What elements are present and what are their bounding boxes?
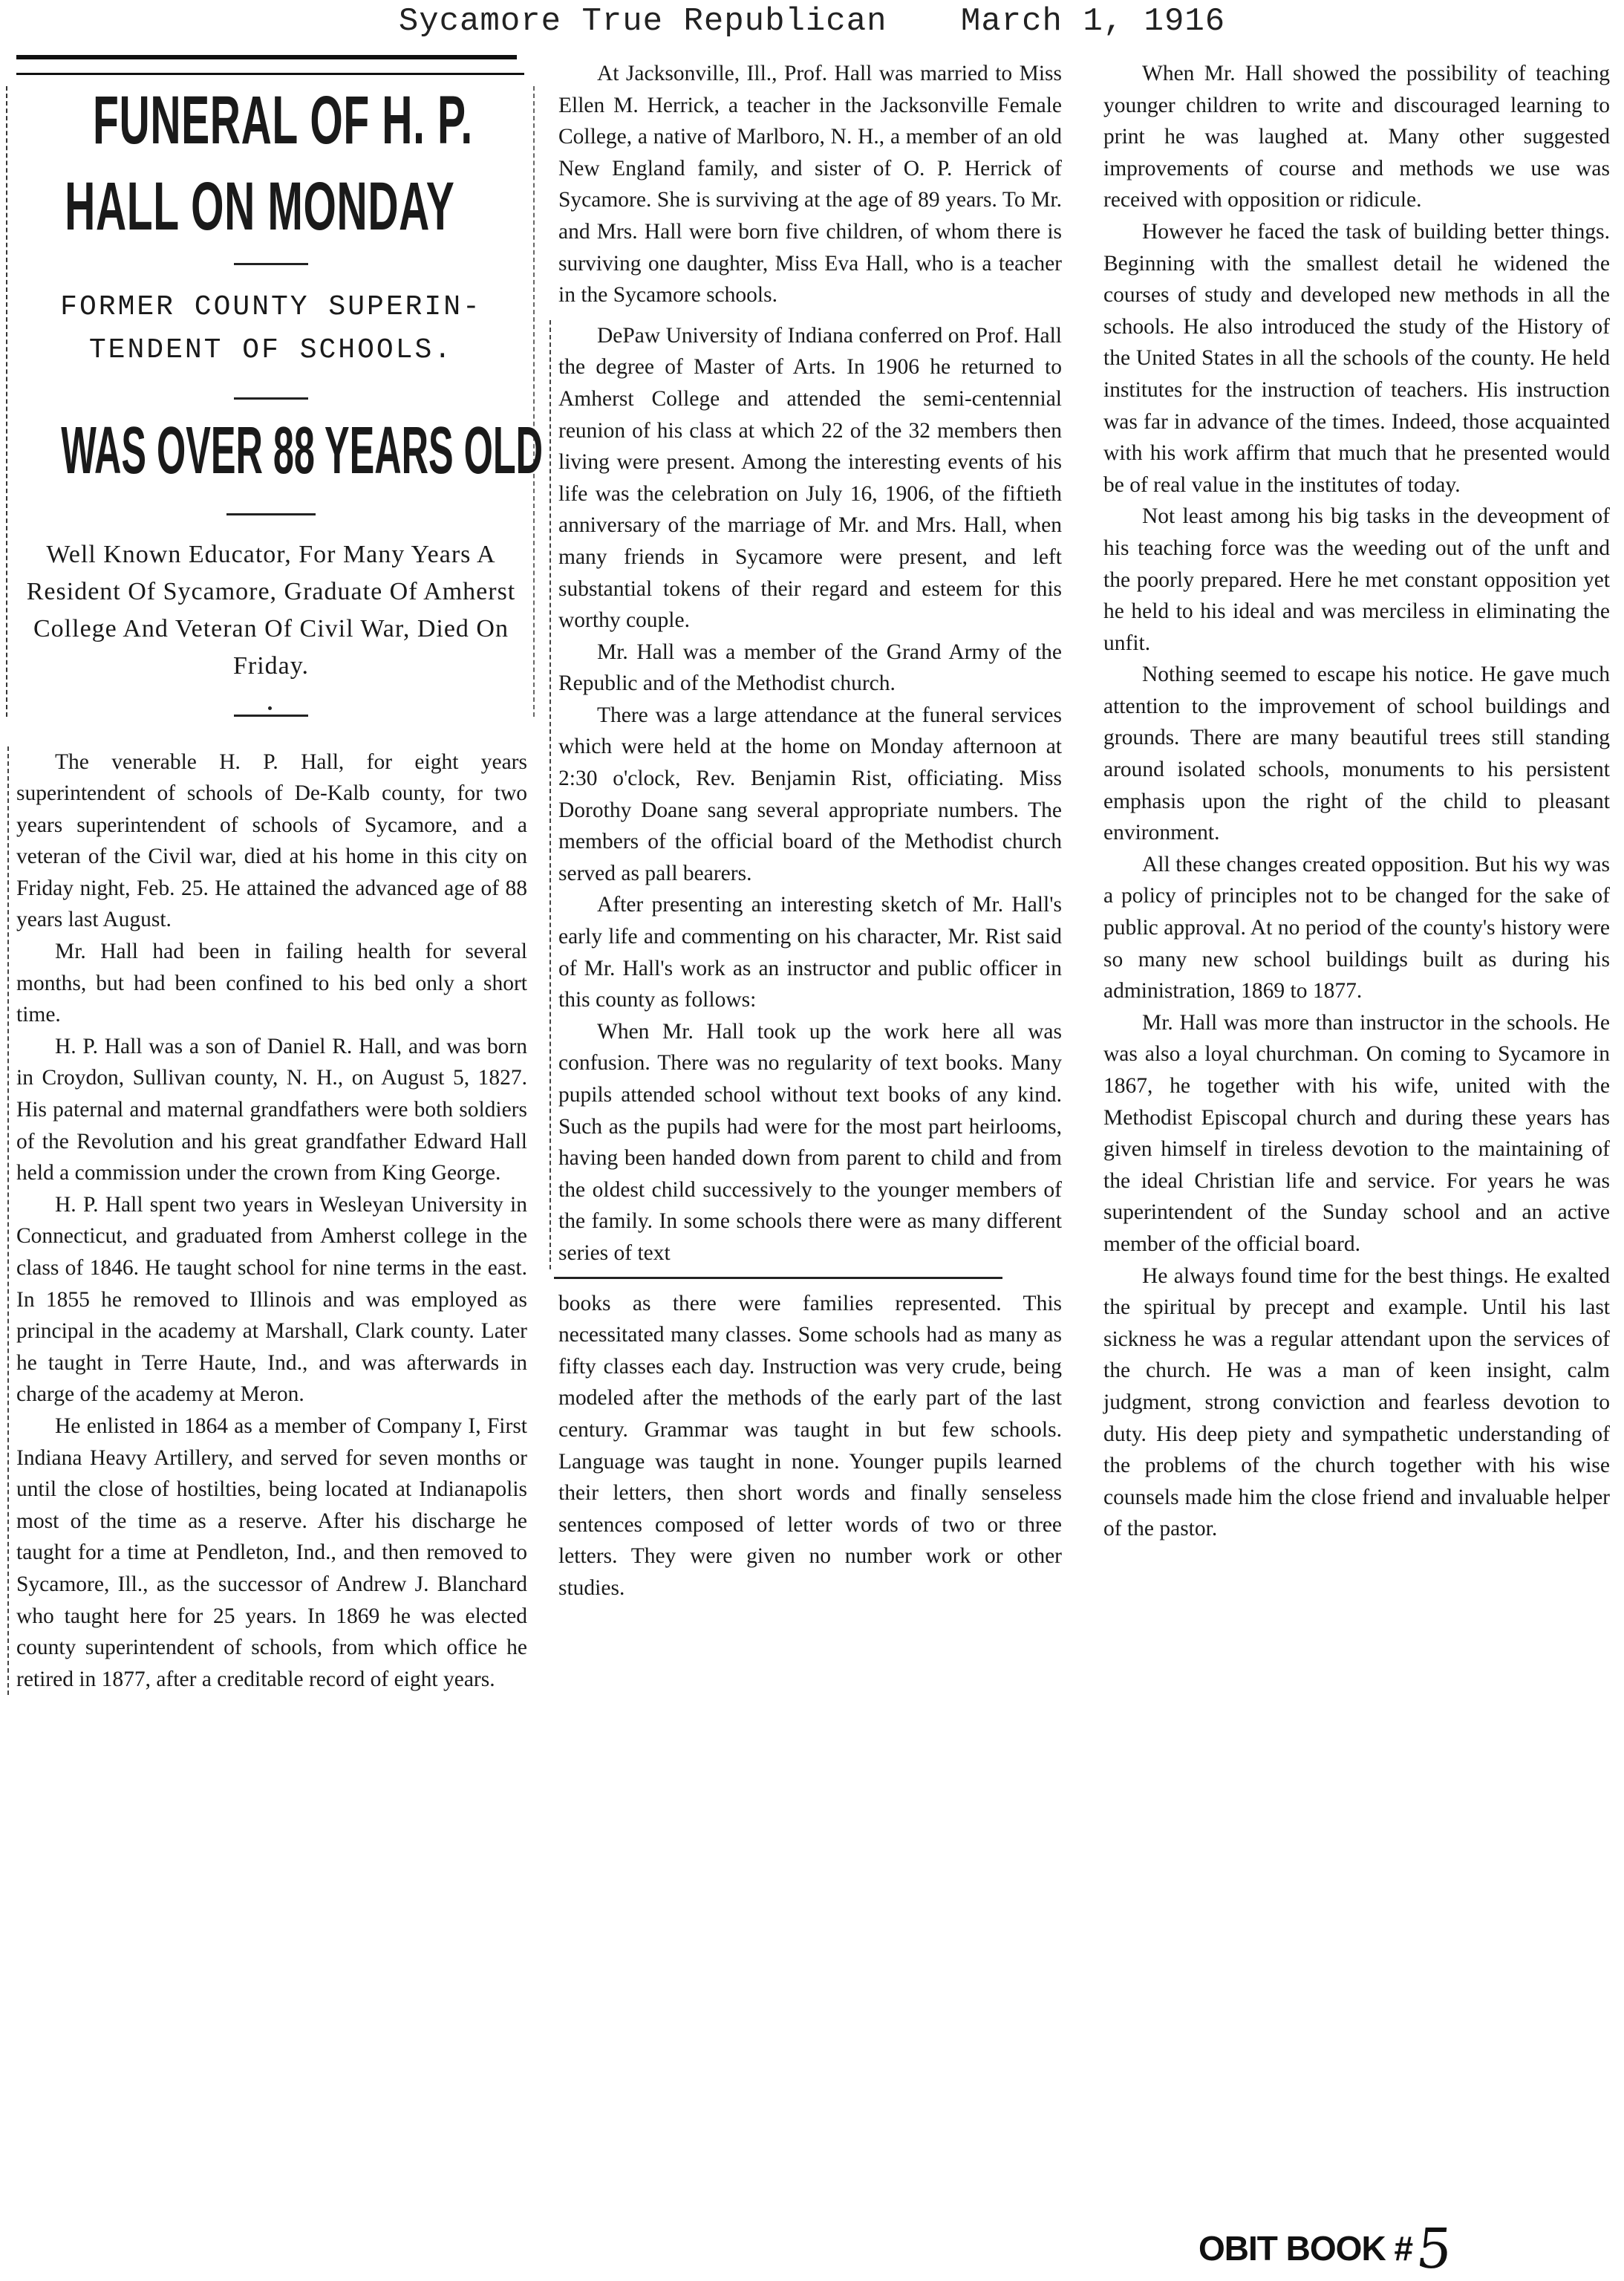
paragraph: However he faced the task of building better things. Beginning with the smallest detail he widened the courses of study and developed new methods in all the schools. He also introduced the study of the History of the United States in all the schools of the county. He held institutes for the instruction of teachers. His instruction was far in advance of the times. Indeed, those acquainted with his work affirm that much that he presented would be of real value in the institutes of today. (1103, 219, 1610, 497)
paragraph: Nothing seemed to escape his notice. He gave much attention to the improvement of school buildings and grounds. There are many beautiful trees still standing around isolated schools, monuments to his persistent emphasis upon the right of the child to pleasant environment. (1103, 663, 1610, 845)
main-headline (43, 82, 499, 244)
masthead (0, 3, 1624, 40)
clipping-break-rule (554, 1277, 1002, 1279)
archive-stamp-label: OBIT BOOK # (1199, 2229, 1413, 2268)
divider-rule (234, 397, 308, 400)
paragraph: Not least among his big tasks in the deveopment of his teaching force was the weeding out of the unft and the poorly prepared. Here he met constant opposition yet he held to his ideal and was merciless in eliminating the unfit. (1103, 504, 1610, 655)
paragraph: When Mr. Hall took up the work here all was confusion. There was no regularity of text books. Many pupils attended school without text books of any kind. Such as the pupils had were for the most part heirlooms, having been handed down from parent to child and from the oldest child successively to the younger members of the family. In some schools there were as many different series of text (558, 1019, 1062, 1265)
paragraph: Mr. Hall had been in failing health for several months, but had been confined to his bed only a short time. (16, 940, 527, 1027)
paragraph-continued: books as there were families represented. This necessitated many classes. Some schools had as many as fifty classes each day. Instruction was very crude, being modeled after the methods of the early part of the last century. Grammar was taught in but few schools. Language was taught in none. Younger pupils learned their letters, then short words and finally senseless sentences composed of letter words of two or three letters. They were given no number work or other studies. (558, 1291, 1062, 1600)
paragraph: The venerable H. P. Hall, for eight years superintendent of schools of De-Kalb county, for two years superintendent of schools of Sycamore, and a veteran of the Civil war, died at his home in this city on Friday night, Feb. 25. He attained the advanced age of 88 years last August. (16, 749, 527, 932)
top-rule-thick (16, 55, 517, 59)
divider-rule-dotted (234, 715, 308, 717)
paragraph: He always found time for the best things. He exalted the spiritual by precept and example. Until his last sickness he was a regular attendant upon the services of the church. He was a man of keen insight, calm judgment, strong conviction and fearless devotion to duty. His deep piety and sympathetic understanding of the problems of the church together with his wise counsels made him the close friend and invaluable helper of the pastor. (1103, 1263, 1610, 1541)
body-text-middle (550, 320, 1062, 1269)
paragraph: DePaw University of Indiana conferred on Prof. Hall the degree of Master of Arts. In 1906 he returned to Amherst College and attended the semi-centennial reunion of his class at which 22 of the 32 members then living were present. Among the interesting events of his life was the celebration on July 16, 1906, of the fiftieth anniversary of the marriage of Mr. and Mrs. Hall, when many friends in Sycamore were present, and left substantial tokens of their regard and esteem for this worthy couple. (558, 323, 1062, 633)
secondary-headline: WAS OVER 88 YEARS OLD (61, 414, 544, 488)
paragraph: All these changes created opposition. But his wy was a policy of principles not to be changed for the sake of public approval. At no period of the county's history were so many new school buildings built as during his administration, 1869 to 1877. (1103, 852, 1610, 1003)
summary-deck: Well Known Educator, For Many Years A Resident Of Sycamore, Graduate Of Amherst College And Veteran Of Civil War, Died On Friday. (26, 540, 516, 680)
paragraph: He enlisted in 1864 as a member of Company I, First Indiana Heavy Artillery, and served for seven months or until the close of hostilties, being located at Indianapolis most of the time as a reserve. After his discharge he taught for a time at Pendleton, Ind., and then removed to Sycamore, Ill., as the successor of Andrew J. Blanchard who taught here for 25 years. In 1869 he was elected county superintendent of schools, from which office he retired in 1877, after a creditable record of eight years. (16, 1413, 527, 1691)
body-text-left (7, 746, 527, 1696)
paragraph: H. P. Hall spent two years in Wesleyan University in Connecticut, and graduated from Amherst college in the class of 1846. He taught school for nine terms in the east. In 1855 he removed to Illinois and was employed as principal in the academy at Marshall, Clark county. Later he taught in Terre Haute, Ind., and was afterwards in charge of the academy at Meron. (16, 1192, 527, 1407)
article-column-middle (547, 45, 1071, 1604)
paragraph: Mr. Hall was a member of the Grand Army of the Republic and of the Methodist church. (558, 640, 1062, 696)
divider-rule (234, 263, 308, 265)
headline-line-1: FUNERAL OF H. P. (93, 82, 473, 158)
paragraph: H. P. Hall was a son of Daniel R. Hall, and was born in Croydon, Sullivan county, N. H., on August 5, 1827. His paternal and maternal grandfathers were both soldiers of the Revolution and his great grandfather Edward Hall held a commission under the crown from King George. (16, 1034, 527, 1185)
archive-stamp (1199, 2210, 1455, 2281)
paragraph: After presenting an interesting sketch of Mr. Hall's early life and commenting on his character, Mr. Rist said of Mr. Hall's work as an instructor and public officer in this county as follows: (558, 893, 1062, 1012)
archive-stamp-number: 5 (1413, 2217, 1455, 2281)
top-rule-thin (16, 73, 524, 75)
publication-date: March 1, 1916 (960, 3, 1226, 40)
header-rules (16, 45, 527, 83)
paragraph: Mr. Hall was more than instructor in the schools. He was also a loyal churchman. On coming to Sycamore in 1867, he together with his wife, united with the Methodist Episcopal church and during these years has given himself in tireless devotion to the maintaining of the ideal Christian life and service. For years he was superintendent of the Sunday school and an active member of the official board. (1103, 1010, 1610, 1256)
paragraph: At Jacksonville, Ill., Prof. Hall was married to Miss Ellen M. Herrick, a teacher in the Jacksonville Female College, a native of Marlboro, N. H., a member of an old New England family, and sister of O. P. Herrick of Sycamore. She is surviving at the age of 89 years. To Mr. and Mrs. Hall were born five children, of whom there is surviving one daughter, Miss Eva Hall, who is a teacher in the Sycamore schools. (558, 62, 1062, 308)
subheadline-deck: FORMER COUNTY SUPERIN- TENDENT OF SCHOOLS. (60, 291, 482, 366)
paragraph: When Mr. Hall showed the possibility of teaching younger children to write and discouraged learning to print he was laughed at. Many other suggested improvements of course and methods we use was received with opposition or ridicule. (1103, 62, 1610, 212)
article-column-left (6, 45, 544, 1695)
publication-name: Sycamore True Republican (398, 3, 887, 40)
headline-line-2: HALL ON MONDAY (65, 169, 455, 244)
headline-box (6, 82, 544, 717)
paragraph: There was a large attendance at the funeral services which were held at the home on Monday afternoon at 2:30 o'clock, Rev. Benjamin Rist, officiating. Miss Dorothy Doane sang several appropriate numbers. The members of the official board of the Methodist church served as pall bearers. (558, 703, 1062, 885)
divider-rule (226, 513, 316, 515)
article-column-right (1089, 45, 1617, 1545)
